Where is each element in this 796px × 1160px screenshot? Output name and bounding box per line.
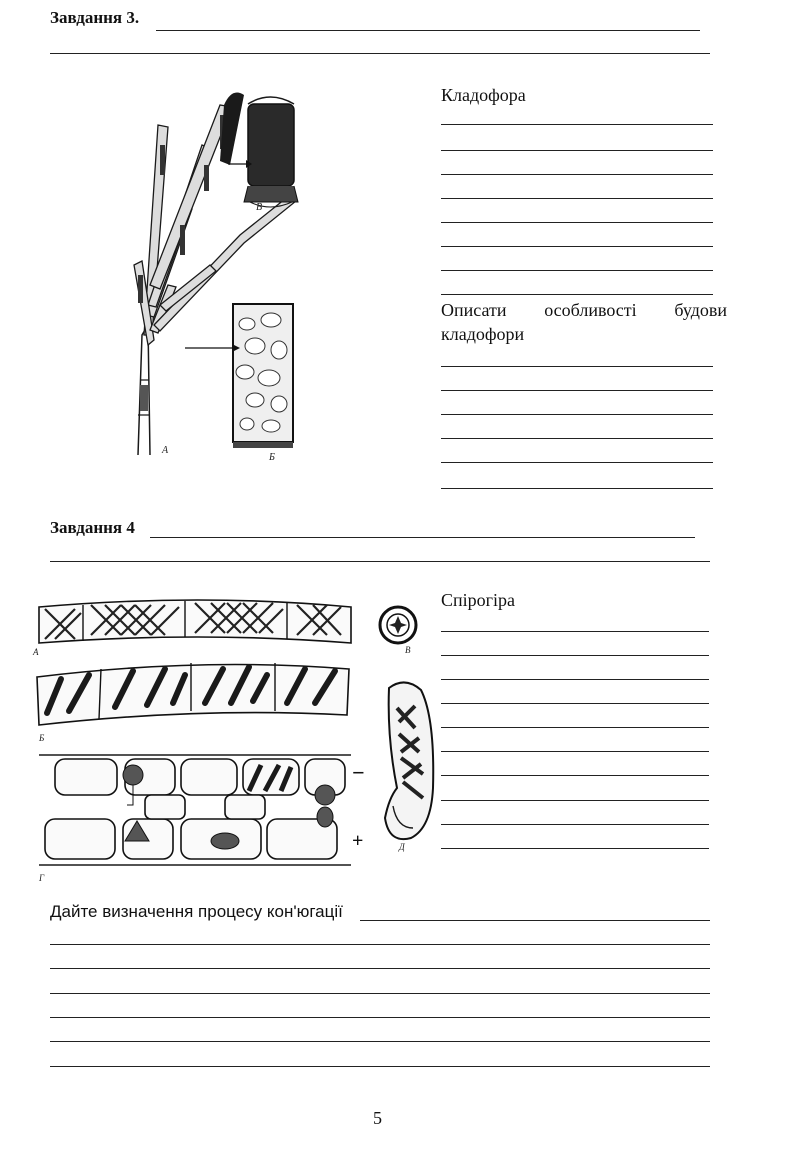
describe-answer-line[interactable] bbox=[441, 438, 713, 439]
describe-instruction-line1 bbox=[441, 298, 727, 322]
spirogyra-answer-line[interactable] bbox=[441, 727, 709, 728]
figure-letter-v: В bbox=[256, 202, 263, 213]
describe-answer-line[interactable] bbox=[441, 488, 713, 489]
spirogyra-label: Спірогіра bbox=[441, 590, 516, 610]
task4-answer-line[interactable] bbox=[50, 561, 710, 562]
figure-letter-b: Б bbox=[269, 452, 275, 463]
describe-answer-line[interactable] bbox=[441, 414, 713, 415]
spirogyra-answer-line[interactable] bbox=[441, 703, 709, 704]
describe-answer-line[interactable] bbox=[441, 366, 713, 367]
describe-answer-line[interactable] bbox=[441, 462, 713, 463]
spirogyra-conjugation bbox=[38, 755, 351, 883]
describe-word: особливості bbox=[544, 300, 637, 320]
figure-letter-b3: Б bbox=[39, 733, 45, 743]
task4-title-line[interactable] bbox=[150, 537, 695, 538]
describe-answer-line[interactable] bbox=[441, 390, 713, 391]
zygospore-illustration bbox=[375, 603, 425, 663]
figure-letter-d: Д bbox=[399, 842, 405, 852]
spirogyra-filament-a bbox=[32, 600, 351, 657]
spirogyra-answer-line[interactable] bbox=[441, 655, 709, 656]
describe-word: будови bbox=[674, 300, 727, 320]
cladophora-answer-line[interactable] bbox=[441, 174, 713, 175]
describe-word: Описати bbox=[441, 300, 507, 320]
conjugation-answer-line[interactable] bbox=[50, 1017, 710, 1018]
conjugation-answer-line[interactable] bbox=[50, 944, 710, 945]
task3-title: Завдання 3. bbox=[50, 8, 140, 27]
spirogyra-answer-line[interactable] bbox=[441, 800, 709, 801]
cladophora-arrows bbox=[0, 0, 796, 500]
spirogyra-answer-line[interactable] bbox=[441, 751, 709, 752]
conjugation-prompt: Дайте визначення процесу кон'югації bbox=[50, 902, 343, 921]
spirogyra-answer-line[interactable] bbox=[441, 679, 709, 680]
page-number: 5 bbox=[373, 1108, 382, 1128]
cladophora-answer-line[interactable] bbox=[441, 124, 713, 125]
spirogyra-answer-line[interactable] bbox=[441, 824, 709, 825]
cladophora-answer-line[interactable] bbox=[441, 294, 713, 295]
cladophora-answer-line[interactable] bbox=[441, 150, 713, 151]
figure-letter-g: Г bbox=[39, 873, 45, 883]
cladophora-answer-line[interactable] bbox=[441, 246, 713, 247]
cladophora-answer-line[interactable] bbox=[441, 270, 713, 271]
spirogyra-answer-line[interactable] bbox=[441, 631, 709, 632]
figure-letter-a2: А bbox=[33, 647, 39, 657]
minus-sign: − bbox=[352, 760, 365, 785]
cladophora-answer-line[interactable] bbox=[441, 222, 713, 223]
figure-letter-a: А bbox=[162, 445, 169, 456]
spirogyra-answer-line[interactable] bbox=[441, 848, 709, 849]
spirogyra-illustration bbox=[35, 595, 365, 885]
spirogyra-filament-b bbox=[37, 663, 349, 743]
spirogyra-answer-line[interactable] bbox=[441, 775, 709, 776]
cladophora-answer-line[interactable] bbox=[441, 198, 713, 199]
germinating-spore-illustration bbox=[375, 678, 445, 853]
conjugation-answer-line[interactable] bbox=[50, 1066, 710, 1067]
figure-letter-v2: В bbox=[405, 645, 411, 655]
conjugation-answer-line[interactable] bbox=[50, 968, 710, 969]
conjugation-answer-line[interactable] bbox=[50, 993, 710, 994]
plus-sign: + bbox=[352, 830, 364, 852]
cladophora-label: Кладофора bbox=[441, 85, 526, 105]
describe-instruction-line2: кладофори bbox=[441, 324, 525, 344]
task4-title: Завдання 4 bbox=[50, 518, 135, 537]
conjugation-answer-line[interactable] bbox=[360, 920, 710, 921]
conjugation-answer-line[interactable] bbox=[50, 1041, 710, 1042]
